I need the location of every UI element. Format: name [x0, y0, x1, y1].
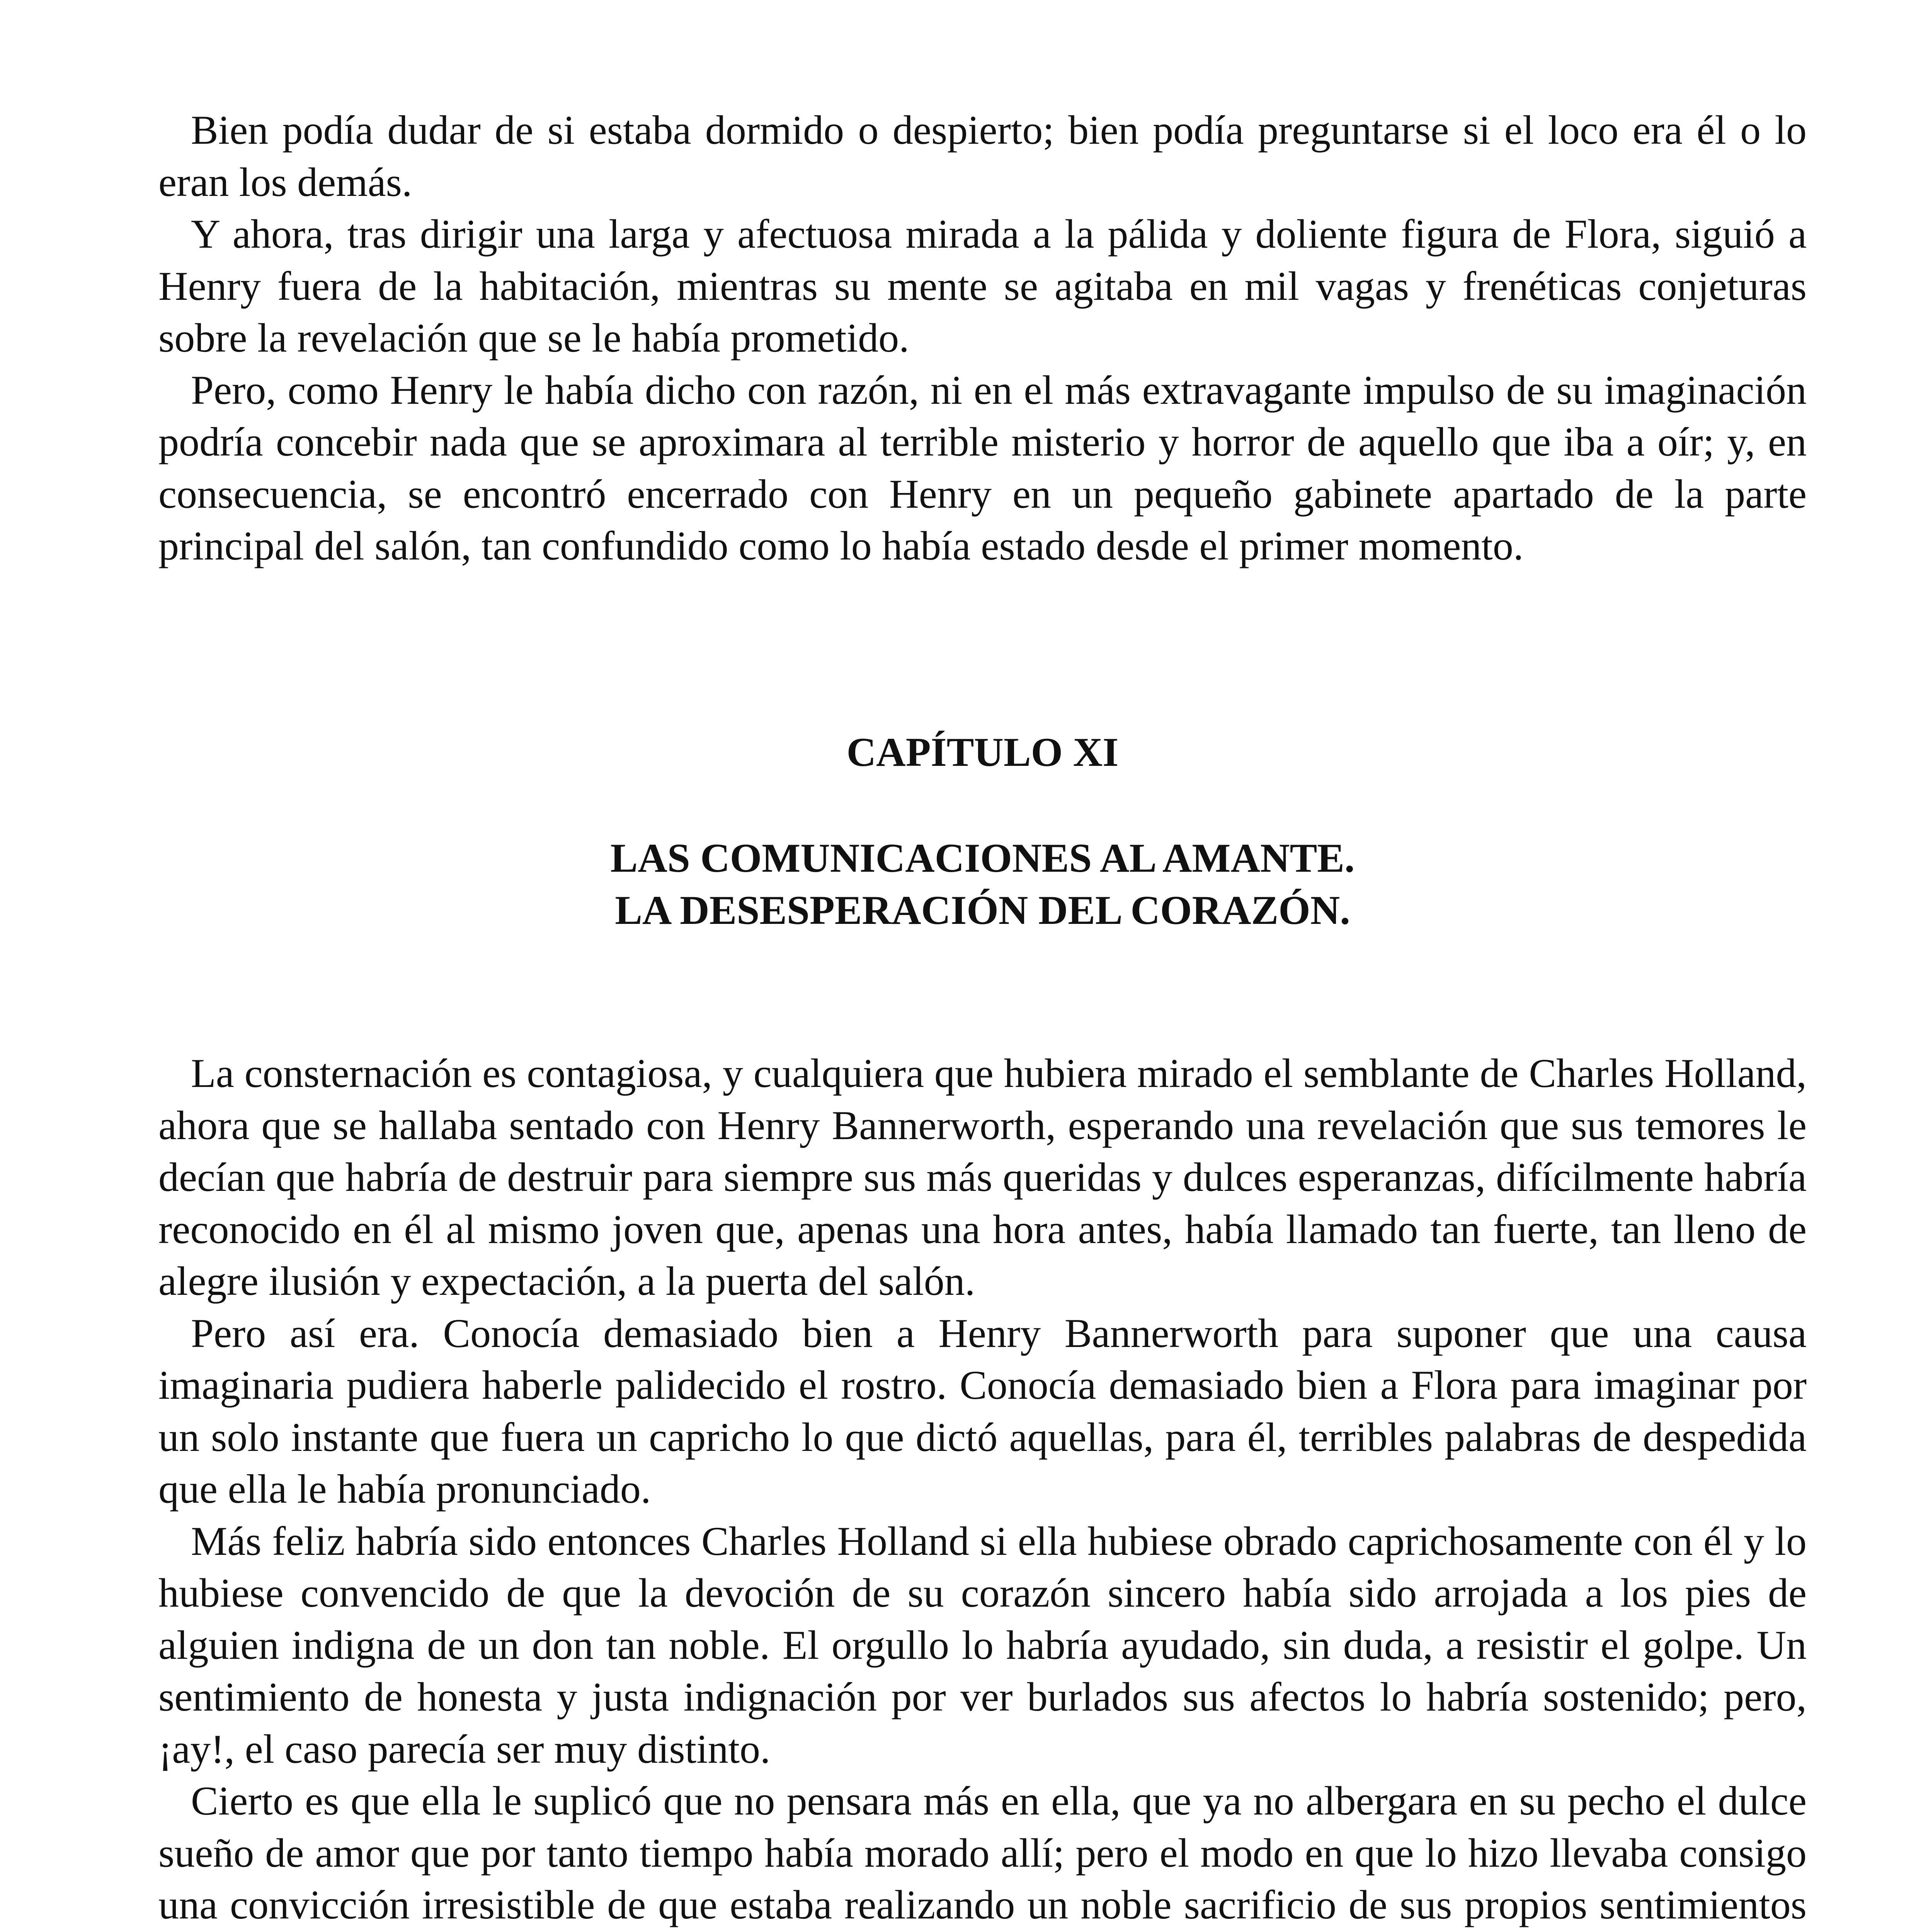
intro-paragraph-2: Y ahora, tras dirigir una larga y afectuosa mirada a la pálida y doliente figura de Flora, siguió a Henry fuera de la habitación, mientras su mente se agitaba en mil vagas y frenéticas conjeturas sobre la revelación que se le había prometido.	[158, 211, 1807, 361]
chapter-subtitle-line-1: LAS COMUNICACIONES AL AMANTE.	[610, 835, 1355, 881]
chapter-subtitle	[158, 832, 1807, 936]
intro-paragraph-1: Bien podía dudar de si estaba dormido o despierto; bien podía preguntarse si el loco era él o lo eran los demás.	[158, 107, 1807, 205]
intro-paragraph-3: Pero, como Henry le había dicho con razón, ni en el más extravagante impulso de su imaginación podría concebir nada que se aproximara al terrible misterio y horror de aquello que iba a oír; y, en consecuencia, se encontró encerrado con Henry en un pequeño gabinete apartado de la parte principal del salón, tan confundido como lo había estado desde el primer momento.	[158, 367, 1807, 568]
chapter-paragraph-2: Pero así era. Conocía demasiado bien a Henry Bannerworth para suponer que una causa imaginaria pudiera haberle palidecido el rostro. Conocía demasiado bien a Flora para imaginar por un solo instante que fuera un capricho lo que dictó aquellas, para él, terribles palabras de despedida que ella le había pronunciado.	[158, 1310, 1807, 1512]
chapter-paragraph-1: La consternación es contagiosa, y cualquiera que hubiera mirado el semblante de Charles Holland, ahora que se hallaba sentado con Henry Bannerworth, esperando una revelación que sus temores le decían que habría de destruir para siempre sus más queridas y dulces esperanzas, difícilmente habría reconocido en él al mismo joven que, apenas una hora antes, había llamado tan fuerte, tan lleno de alegre ilusión y expectación, a la puerta del salón.	[158, 1051, 1807, 1304]
book-page	[158, 104, 1807, 1932]
chapter-paragraph-4: Cierto es que ella le suplicó que no pensara más en ella, que ya no albergara en su pecho el dulce sueño de amor que por tanto tiempo había morado allí; pero el modo en que lo hizo llevaba consigo una convicción irresistible de que estaba realizando un noble sacrificio de sus propios sentimientos	[158, 1778, 1807, 1927]
chapter-paragraph-3: Más feliz habría sido entonces Charles Holland si ella hubiese obrado caprichosamente con él y lo hubiese convencido de que la devoción de su corazón sincero había sido arrojada a los pies de alguien indigna de un don tan noble. El orgullo lo habría ayudado, sin duda, a resistir el golpe. Un sentimiento de honesta y justa indignación por ver burlados sus afectos lo habría sostenido; pero, ¡ay!, el caso parecía ser muy distinto.	[158, 1518, 1807, 1772]
chapter-number: CAPÍTULO XI	[846, 729, 1119, 775]
chapter-subtitle-line-2: LA DESESPERACIÓN DEL CORAZÓN.	[615, 887, 1350, 933]
chapter-body	[158, 1048, 1807, 1932]
